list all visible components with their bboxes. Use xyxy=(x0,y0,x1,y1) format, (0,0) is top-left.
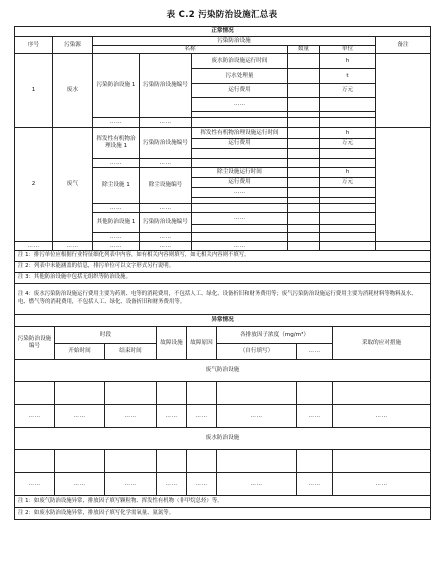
row1-item-name: …… xyxy=(192,98,288,112)
water-section-title: 废水防治设施 xyxy=(15,428,431,450)
dust-item-name: …… xyxy=(192,188,288,198)
water-dots: …… xyxy=(217,473,297,496)
row1-item-name: 废水防治设施运行时间 xyxy=(192,54,288,69)
gas-dots: …… xyxy=(187,405,217,428)
water-cell xyxy=(217,450,297,473)
water-dots: …… xyxy=(187,473,217,496)
vocs-item-qty xyxy=(288,128,320,139)
other-facility: 其他防治设施 1 xyxy=(93,213,140,233)
dust-item-unit: h xyxy=(320,168,376,178)
vocs-item-name: 运行费用 xyxy=(192,139,288,149)
other-item-unit xyxy=(320,213,376,225)
water-dots: …… xyxy=(333,473,431,496)
row1-item-unit xyxy=(320,118,376,128)
vocs-item-qty xyxy=(288,159,320,168)
gas-cell xyxy=(333,382,431,405)
other-item-unit xyxy=(320,233,376,242)
gas-cell xyxy=(15,382,55,405)
dust-item-qty xyxy=(288,168,320,178)
other-item-unit xyxy=(320,225,376,233)
row3-seq: …… xyxy=(15,242,53,251)
normal-note-3: 注 3：其他防治设施中包括无组织等防治设施。 xyxy=(15,273,431,284)
source-header: 污染源 xyxy=(53,37,93,54)
water-cell xyxy=(55,450,105,473)
row3-name: …… xyxy=(192,242,288,251)
other-item-qty xyxy=(288,213,320,225)
normal-note-1: 注 1：排污单位应根据行业特征细化列表中内容，如有相关内容则填写，如无相关内容则不填写。 xyxy=(15,251,431,262)
row1-item-unit: t xyxy=(320,69,376,84)
abn-self-fill-header: （自行填写） xyxy=(217,344,297,360)
row3-unit xyxy=(320,242,376,251)
abn-fault-facility-header: 故障设施 xyxy=(157,327,187,360)
row1-remark xyxy=(376,54,431,128)
row2-seq: 2 xyxy=(15,128,53,242)
row1-item-qty xyxy=(288,98,320,112)
abn-end-header: 结束时间 xyxy=(105,344,157,360)
vocs-item-unit xyxy=(320,149,376,159)
vocs-code-more: …… xyxy=(140,159,192,168)
water-cell xyxy=(187,450,217,473)
row2-source: 废气 xyxy=(53,128,93,242)
normal-table xyxy=(14,26,431,315)
other-item-qty xyxy=(288,233,320,242)
abnormal-section-title: 异常情况 xyxy=(15,315,431,327)
vocs-item-name xyxy=(192,149,288,159)
row1-item-unit xyxy=(320,98,376,112)
other-item-name: …… xyxy=(192,213,288,225)
gas-dots: …… xyxy=(333,405,431,428)
row1-item-unit: h xyxy=(320,54,376,69)
normal-note-4: 注 4：废水污染防治设施运行费用主要为药剂、电等的消耗费用，不包括人工、绿化、设备折旧和财务费用等；废气污染防治设施运行费用主要为消耗材料等物料及水、电、燃气等的消耗费用，不包括人工、绿化、设备折旧和财务费用等。 xyxy=(15,284,431,315)
other-code: 污染防治设施编号 xyxy=(140,213,192,233)
row1-item-qty xyxy=(288,69,320,84)
summary-table-frame xyxy=(14,26,430,520)
row1-facility-more: …… xyxy=(93,118,140,128)
water-cell xyxy=(15,450,55,473)
gas-dots: …… xyxy=(55,405,105,428)
dust-code: 除尘设施编号 xyxy=(140,168,192,204)
row1-item-qty xyxy=(288,54,320,69)
vocs-item-qty xyxy=(288,149,320,159)
vocs-item-unit xyxy=(320,159,376,168)
dust-item-qty xyxy=(288,188,320,198)
vocs-item-unit: 万元 xyxy=(320,139,376,149)
row1-item-qty xyxy=(288,118,320,128)
name-header: 名称 xyxy=(93,46,288,54)
gas-cell xyxy=(297,382,333,405)
dust-code-more: …… xyxy=(140,204,192,213)
abn-code-header: 污染防治设施编号 xyxy=(15,327,55,360)
dust-item-name: 除尘设施运行时间 xyxy=(192,168,288,178)
row1-facility: 污染防治设施 1 xyxy=(93,54,140,118)
row3-code: …… xyxy=(140,242,192,251)
gas-cell xyxy=(55,382,105,405)
water-dots: …… xyxy=(15,473,55,496)
row3-facility: …… xyxy=(93,242,140,251)
abn-period-header: 时段 xyxy=(55,327,157,344)
row1-source: 废水 xyxy=(53,54,93,128)
row3-qty xyxy=(288,242,320,251)
row1-item-name: 运行费用 xyxy=(192,84,288,98)
gas-dots: …… xyxy=(217,405,297,428)
dust-item-name: 运行费用 xyxy=(192,178,288,188)
page-title: 表 C.2 污染防治设施汇总表 xyxy=(166,10,278,20)
gas-section-title: 废气防治设施 xyxy=(15,360,431,382)
row1-seq: 1 xyxy=(15,54,53,128)
vocs-facility-more: …… xyxy=(93,159,140,168)
other-code-more: …… xyxy=(140,233,192,242)
other-item-qty xyxy=(288,225,320,233)
water-cell xyxy=(297,450,333,473)
dust-facility: 除尘设施 1 xyxy=(93,168,140,204)
dust-item-qty xyxy=(288,178,320,188)
water-cell xyxy=(157,450,187,473)
unit-header: 单位 xyxy=(320,46,376,54)
abnormal-note-1: 注 1：如废气防治设施异常，排放因子填写颗粒物、挥发性有机物（非甲烷总烃）等。 xyxy=(15,496,431,508)
vocs-item-name: 挥发性有机物治理设施运行时间 xyxy=(192,128,288,139)
vocs-item-name xyxy=(192,159,288,168)
row2-remark xyxy=(376,128,431,242)
dust-facility-more: …… xyxy=(93,204,140,213)
water-dots: …… xyxy=(55,473,105,496)
vocs-code: 污染防治设施编号 xyxy=(140,128,192,159)
water-dots: …… xyxy=(157,473,187,496)
row1-item-qty xyxy=(288,84,320,98)
qty-header: 数量 xyxy=(288,46,320,54)
abn-more-factors-header: …… xyxy=(297,344,333,360)
facility-header: 污染防治设施 xyxy=(93,37,376,46)
gas-dots: …… xyxy=(105,405,157,428)
abnormal-note-2: 注 2：如废水防治设施异常，排放因子填写化学需氧量、氨氮等。 xyxy=(15,508,431,520)
abn-fault-cause-header: 故障原因 xyxy=(187,327,217,360)
gas-dots: …… xyxy=(157,405,187,428)
row3-source: …… xyxy=(53,242,93,251)
dust-item-unit xyxy=(320,204,376,213)
vocs-item-unit: h xyxy=(320,128,376,139)
dust-item-name xyxy=(192,204,288,213)
water-cell xyxy=(333,450,431,473)
row1-item-name xyxy=(192,118,288,128)
row1-item-unit: 万元 xyxy=(320,84,376,98)
gas-cell xyxy=(157,382,187,405)
dust-item-unit xyxy=(320,188,376,198)
other-item-name xyxy=(192,225,288,233)
gas-cell xyxy=(187,382,217,405)
normal-section-title: 正常情况 xyxy=(15,27,431,37)
abnormal-table xyxy=(14,314,431,520)
vocs-item-qty xyxy=(288,139,320,149)
dust-item-qty xyxy=(288,204,320,213)
abn-concentration-header: 各排放因子浓度（mg/m³） xyxy=(217,327,333,344)
other-item-name xyxy=(192,233,288,242)
row1-code: 污染防治设施编号 xyxy=(140,54,192,118)
gas-dots: …… xyxy=(15,405,55,428)
abn-start-header: 开始时间 xyxy=(55,344,105,360)
vocs-facility: 挥发性有机物治理设施 1 xyxy=(93,128,140,159)
gas-cell xyxy=(217,382,297,405)
seq-header: 序号 xyxy=(15,37,53,54)
other-facility-more: …… xyxy=(93,233,140,242)
gas-cell xyxy=(105,382,157,405)
water-cell xyxy=(105,450,157,473)
water-dots: …… xyxy=(105,473,157,496)
water-dots: …… xyxy=(297,473,333,496)
row1-item-name: 污水处理量 xyxy=(192,69,288,84)
row1-code-more: …… xyxy=(140,118,192,128)
dust-item-unit: 万元 xyxy=(320,178,376,188)
remark-header: 备注 xyxy=(376,37,431,54)
gas-dots: …… xyxy=(297,405,333,428)
row3-remark xyxy=(376,242,431,251)
abn-measures-header: 采取的应对措施 xyxy=(333,327,431,360)
normal-note-2: 注 2：列表中未能涵盖的信息，排污单位可以文字形式另行说明。 xyxy=(15,262,431,273)
